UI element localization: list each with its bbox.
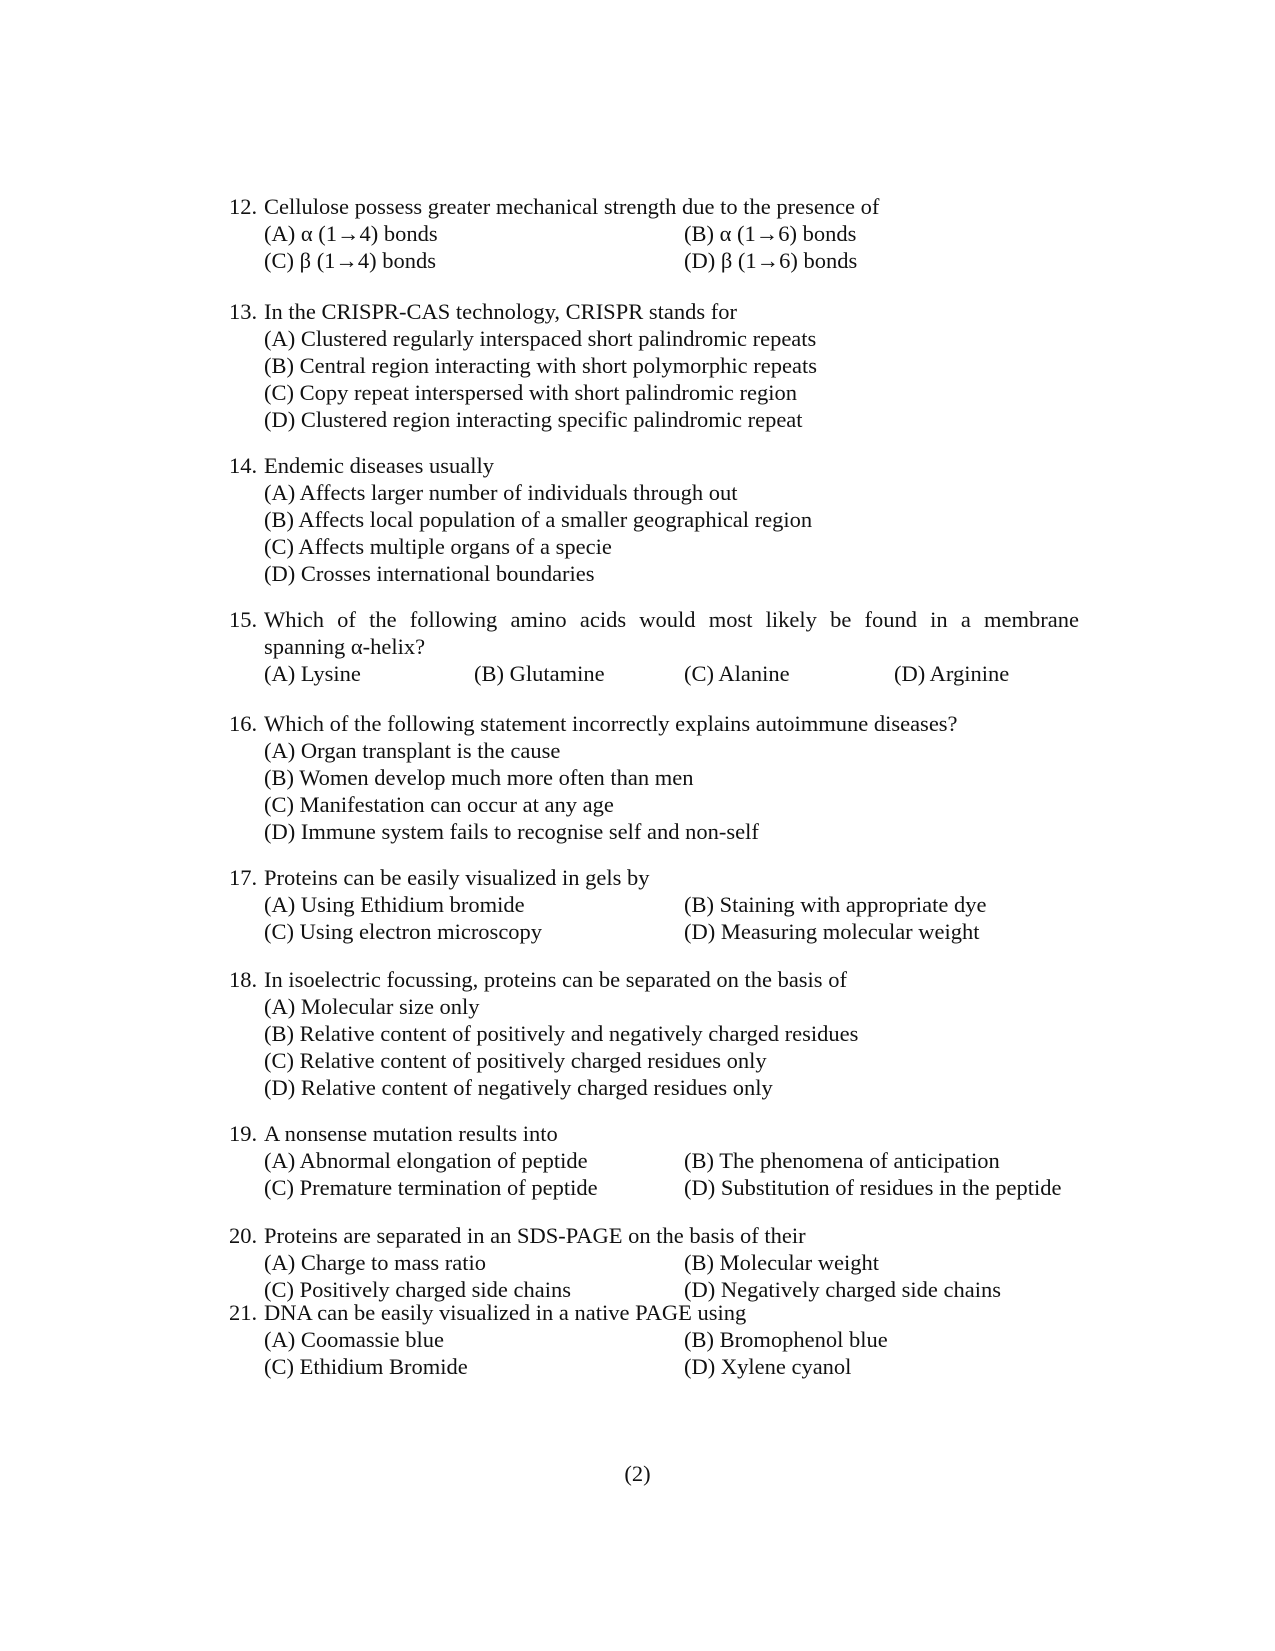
option-b: (B) Central region interacting with short polymorphic repeats: [264, 353, 817, 378]
option-c: (C) Ethidium Bromide: [264, 1354, 468, 1379]
option-d: (D) Crosses international boundaries: [264, 561, 595, 586]
option-a: (A) Using Ethidium bromide: [264, 892, 525, 917]
question-16: [229, 710, 1079, 845]
question-number: 12.: [229, 194, 258, 219]
question-text: In isoelectric focussing, proteins can be separated on the basis of: [264, 967, 847, 992]
option-a: (A) Lysine: [264, 661, 361, 686]
question-number: 19.: [229, 1121, 258, 1146]
question-13: [229, 298, 1079, 433]
option-c: (C) Relative content of positively charged residues only: [264, 1048, 767, 1073]
option-b: (B) Women develop much more often than men: [264, 765, 694, 790]
question-number: 16.: [229, 711, 258, 736]
question-15: [229, 606, 1079, 687]
option-a: (A) Organ transplant is the cause: [264, 738, 561, 763]
question-19: [229, 1120, 1079, 1201]
question-stem: [229, 1222, 1079, 1249]
question-text: Cellulose possess greater mechanical strength due to the presence of: [264, 194, 880, 219]
question-text: Endemic diseases usually: [264, 453, 494, 478]
question-17: [229, 864, 1079, 945]
option-row: [229, 220, 1079, 247]
question-text: A nonsense mutation results into: [264, 1121, 558, 1146]
question-stem: [229, 864, 1079, 891]
option-b: (B) Staining with appropriate dye: [684, 892, 987, 917]
option-b: (B) Glutamine: [474, 661, 605, 686]
question-21: [229, 1299, 1079, 1380]
question-number: 14.: [229, 453, 258, 478]
question-stem: [229, 606, 1079, 633]
question-stem: [229, 1120, 1079, 1147]
option-c: (C) Alanine: [684, 661, 790, 686]
option-row: [229, 247, 1079, 274]
option-row: [229, 1326, 1079, 1353]
option-row: [229, 1353, 1079, 1380]
option-b: (B) Relative content of positively and negatively charged residues: [264, 1021, 859, 1046]
option-row: [229, 660, 1079, 687]
option-a: (A) Molecular size only: [264, 994, 480, 1019]
option-row: [229, 918, 1079, 945]
question-number: 18.: [229, 967, 258, 992]
option-b: (B) The phenomena of anticipation: [684, 1148, 1000, 1173]
option-b: (B) Molecular weight: [684, 1250, 879, 1275]
question-number: 21.: [229, 1300, 258, 1325]
question-stem: [229, 452, 1079, 479]
option-c: (C) Using electron microscopy: [264, 919, 543, 944]
question-text-line-2: spanning α-helix?: [264, 634, 426, 659]
option-a: (A) Abnormal elongation of peptide: [264, 1148, 588, 1173]
option-a: (A) Clustered regularly interspaced short palindromic repeats: [264, 326, 817, 351]
question-18: [229, 966, 1079, 1101]
question-text: Which of the following statement incorrectly explains autoimmune diseases?: [264, 711, 958, 736]
option-c: (C) Manifestation can occur at any age: [264, 792, 614, 817]
question-12: [229, 193, 1079, 274]
option-a: (A) Coomassie blue: [264, 1327, 444, 1352]
option-a: (A) Affects larger number of individuals through out: [264, 480, 738, 505]
option-c: (C) Affects multiple organs of a specie: [264, 534, 612, 559]
option-b: (B) α (1→6) bonds: [684, 221, 857, 246]
option-row: [229, 1174, 1079, 1201]
option-b: (B) Bromophenol blue: [684, 1327, 888, 1352]
option-row: [229, 1249, 1079, 1276]
option-b: (B) Affects local population of a smaller geographical region: [264, 507, 813, 532]
question-text: Proteins are separated in an SDS-PAGE on the basis of their: [264, 1223, 806, 1248]
question-14: [229, 452, 1079, 587]
question-text: DNA can be easily visualized in a native PAGE using: [264, 1300, 747, 1325]
option-d: (D) Measuring molecular weight: [684, 919, 980, 944]
question-stem: [229, 966, 1079, 993]
option-d: (D) Xylene cyanol: [684, 1354, 852, 1379]
option-d: (D) Arginine: [894, 661, 1010, 686]
option-d: (D) Relative content of negatively charged residues only: [264, 1075, 773, 1100]
option-row: [229, 891, 1079, 918]
question-20: [229, 1222, 1079, 1303]
page-number: (2): [624, 1461, 651, 1486]
option-c: (C) Positively charged side chains: [264, 1277, 572, 1302]
option-c: (C) Premature termination of peptide: [264, 1175, 598, 1200]
question-number: 20.: [229, 1223, 258, 1248]
question-stem: [229, 710, 1079, 737]
question-stem-continued: [229, 633, 1079, 660]
option-row: [229, 1147, 1079, 1174]
question-stem: [229, 298, 1079, 325]
question-number: 15.: [229, 607, 258, 632]
option-d: (D) Negatively charged side chains: [684, 1277, 1001, 1302]
option-c: (C) β (1→4) bonds: [264, 248, 437, 273]
option-c: (C) Copy repeat interspersed with short palindromic region: [264, 380, 797, 405]
question-text: Proteins can be easily visualized in gels by: [264, 865, 650, 890]
option-d: (D) Immune system fails to recognise self and non-self: [264, 819, 759, 844]
option-a: (A) Charge to mass ratio: [264, 1250, 487, 1275]
option-a: (A) α (1→4) bonds: [264, 221, 438, 246]
option-d: (D) Substitution of residues in the peptide: [684, 1175, 1062, 1200]
question-number: 13.: [229, 299, 258, 324]
question-text-line-1: Which of the following amino acids would most likely be found in a membrane: [264, 607, 1079, 632]
question-stem: [229, 193, 1079, 220]
option-d: (D) β (1→6) bonds: [684, 248, 858, 273]
option-d: (D) Clustered region interacting specific palindromic repeat: [264, 407, 803, 432]
question-stem: [229, 1299, 1079, 1326]
question-number: 17.: [229, 865, 258, 890]
question-text: In the CRISPR-CAS technology, CRISPR stands for: [264, 299, 737, 324]
